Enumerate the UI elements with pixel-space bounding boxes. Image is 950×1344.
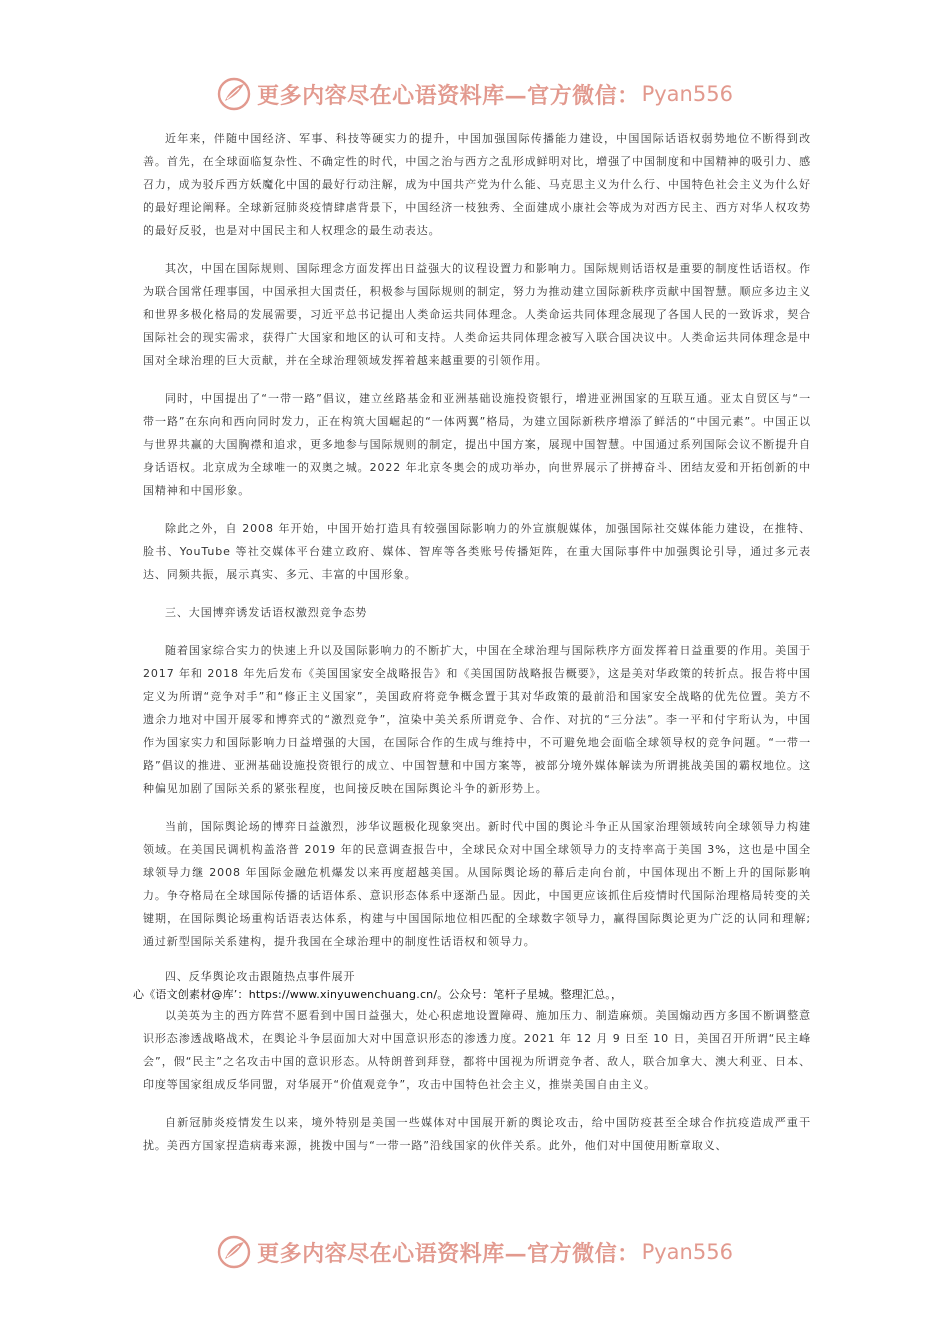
section-3-paragraph-1: 随着国家综合实力的快速上升以及国际影响力的不断扩大，中国在全球治理与国际秩序方面发挥着日益重要的作用。美国于 2017 年和 2018 年先后发布《美国国家安全战略报告》和《美国国防战略报告概要》，这是美对华政策的转折点。报告将中国定义为所谓“竞争对手”和“修正主义国家”，美国政府将竞争概念置于其对华政策的最前沿和国家安全战略的优先位置。美方不遗余力地对中国开展零和博弈式的“激烈竞争”，渲染中美关系所谓竞争、合作、对抗的“三分法”。李一平和付宇珩认为，中国作为国家实力和国际影响力日益增强的大国，在国际合作的生成与维持中，不可避免地会面临全球领导权的竞争问题。“一带一路”倡议的推进、亚洲基础设施投资银行的成立、中国智慧和中国方案等，被部分境外媒体解读为所谓挑战美国的霸权地位。这种偏见加剧了国际关系的紧张程度，也间接反映在国际舆论斗争的新形势上。 xyxy=(143,644,811,795)
paragraph-2: 其次，中国在国际规则、国际理念方面发挥出日益强大的议程设置力和影响力。国际规则话语权是重要的制度性话语权。作为联合国常任理事国，中国承担大国责任，积极参与国际规则的制定，努力为推动建立国际新秩序贡献中国智慧。顺应多边主义和世界多极化格局的发展需要，习近平总书记提出人类命运共同体理念。人类命运共同体理念展现了各国人民的一致诉求，契合国际社会的现实需求，获得广大国家和地区的认可和支持。人类命运共同体理念被写入联合国决议中。人类命运共同体理念是中国对全球治理的巨大贡献，并在全球治理领域发挥着越来越重要的引领作用。 xyxy=(143,262,811,367)
banner-wechat-id: Pyan556 xyxy=(641,1240,733,1264)
feather-swirl-logo-icon xyxy=(217,1235,251,1269)
banner-wechat-id: Pyan556 xyxy=(641,82,733,106)
paragraph-3: 同时，中国提出了“一带一路”倡议，建立丝路基金和亚洲基础设施投资银行，增进亚洲国家的互联互通。亚太自贸区与“一带一路”在东向和西向同时发力，正在构筑大国崛起的“一体两翼”格局，为建立国际新秩序增添了鲜活的“中国元素”。中国正以与世界共赢的大国胸襟和追求，更多地参与国际规则的制定，提出中国方案，展现中国智慧。中国通过系列国际会议不断提升自身话语权。北京成为全球唯一的双奥之城。2022 年北京冬奥会的成功举办，向世界展示了拼搏奋斗、团结友爱和开拓创新的中国精神和中国形象。 xyxy=(143,392,811,497)
banner-text: 更多内容尽在心语资料库—官方微信： xyxy=(257,82,640,109)
section-4-paragraph-1: 以美英为主的西方阵营不愿看到中国日益强大，处心积虑地设置障碍、施加压力、制造麻烦。美国煽动西方多国不断调整意识形态渗透战略战术，在舆论斗争层面加大对中国意识形态的渗透力度。2021 年 12 月 9 日至 10 日，美国召开所谓“民主峰会”，假“民主”之名攻击中国的意识形态。从特朗普到拜登，都将中国视为所谓竞争者、敌人，联合加拿大、澳大利亚、日本、印度等国家组成反华同盟，对华展开“价值观竞争”，攻击中国特色社会主义，推崇美国自由主义。 xyxy=(143,1009,811,1091)
footer-banner xyxy=(0,1230,950,1274)
section-3-paragraph-2: 当前，国际舆论场的博弈日益激烈，涉华议题极化现象突出。新时代中国的舆论斗争正从国家治理领域转向全球领导力构建领域。在美国民调机构盖洛普 2019 年的民意调查报告中，全球民众对中国全球领导力的支持率高于美国 3%，这也是中国全球领导力继 2008 年国际金融危机爆发以来再度超越美国。从国际舆论场的幕后走向台前，中国体现出不断上升的国际影响力。争夺格局在全球国际传播的话语体系、意识形态体系中逐渐凸显。因此，中国更应该抓住后疫情时代国际治理格局转变的关键期，在国际舆论场重构话语表达体系，构建与中国国际地位相匹配的全球数字领导力，赢得国际舆论更为广泛的认同和理解;通过新型国际关系建构，提升我国在全球治理中的制度性话语权和领导力。 xyxy=(143,820,811,948)
feather-swirl-logo-icon xyxy=(217,77,251,111)
document-body xyxy=(133,127,811,1172)
banner-text: 更多内容尽在心语资料库—官方微信： xyxy=(257,1240,640,1267)
section-4-paragraph-2: 自新冠肺炎疫情发生以来，境外特别是美国一些媒体对中国展开新的舆论攻击，给中国防疫甚至全球合作抗疫造成严重干扰。美西方国家捏造病毒来源，挑拨中国与“一带一路”沿线国家的伙伴关系。此外，他们对中国使用断章取义、 xyxy=(143,1116,811,1152)
header-banner xyxy=(0,72,950,116)
source-watermark-line: 心《语文创素材@库’：https://www.xinyuwenchuang.cn/。公众号：笔杆子星城。整理汇总。， xyxy=(133,988,623,1001)
section-3-heading: 三、大国博弈诱发话语权激烈竞争态势 xyxy=(165,606,368,619)
paragraph-1: 近年来，伴随中国经济、军事、科技等硬实力的提升，中国加强国际传播能力建设，中国国际话语权弱势地位不断得到改善。首先，在全球面临复杂性、不确定性的时代，中国之治与西方之乱形成鲜明对比，增强了中国制度和中国精神的吸引力、感召力，成为驳斥西方妖魔化中国的最好行动注解，成为中国共产党为什么能、马克思主义为什么行、中国特色社会主义为什么好的最好理论阐释。全球新冠肺炎疫情肆虐背景下，中国经济一枝独秀、全面建成小康社会等成为对西方民主、西方对华人权攻势的最好反驳，也是对中国民主和人权理念的最生动表达。 xyxy=(143,132,811,237)
section-4-heading: 四、反华舆论攻击跟随热点事件展开 xyxy=(165,970,356,983)
paragraph-4: 除此之外，自 2008 年开始，中国开始打造具有较强国际影响力的外宣旗舰媒体，加强国际社交媒体能力建设，在推特、脸书、YouTube 等社交媒体平台建立政府、媒体、智库等各类账号传播矩阵，在重大国际事件中加强舆论引导，通过多元表达、同频共振，展示真实、多元、丰富的中国形象。 xyxy=(143,522,811,581)
